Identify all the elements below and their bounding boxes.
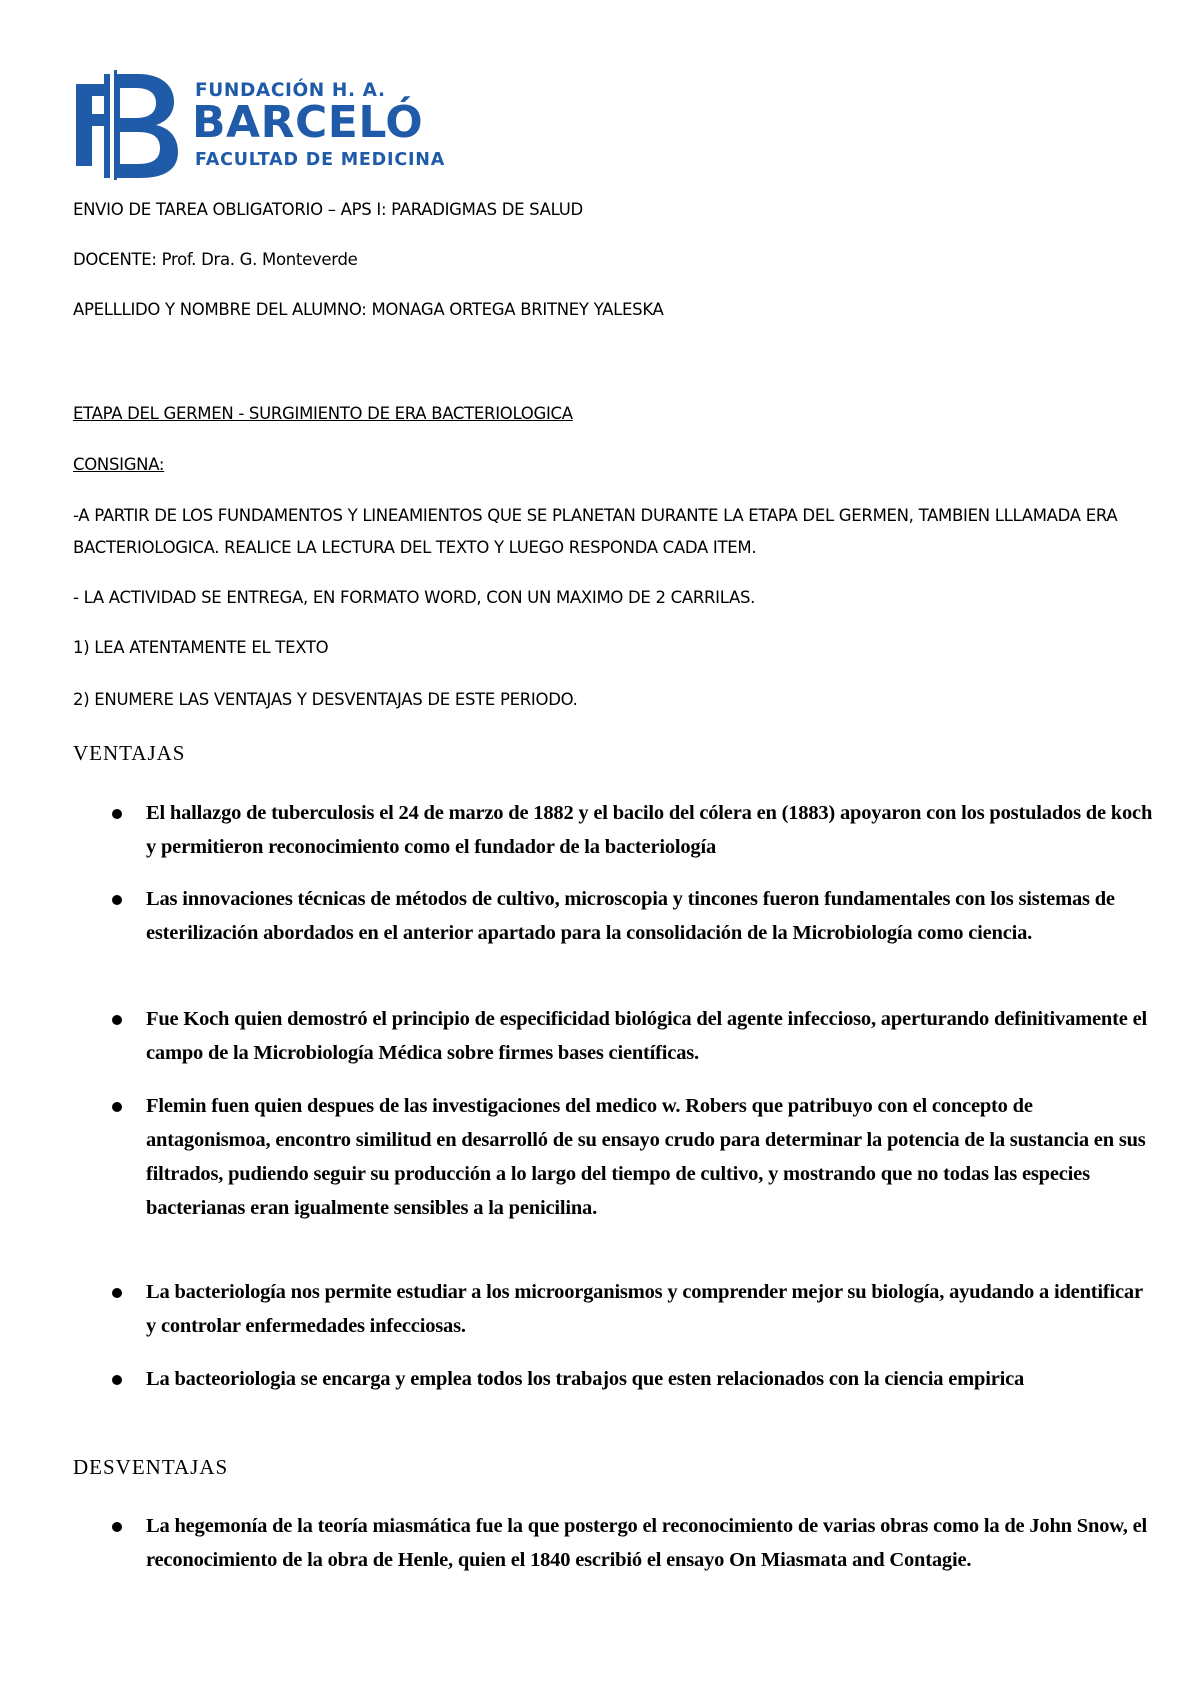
instruction-paragraph: -A PARTIR DE LOS FUNDAMENTOS Y LINEAMIENTOS QUE SE PLANETAN DURANTE LA ETAPA DEL GERMEN, TAMBIEN LLLAMADA ERA BACTERIOLOGICA. REALICE LA LECTURA DEL TEXTO Y LUEGO RESPONDA CADA ITEM. [73, 506, 1118, 557]
ventaja-item: La bacteoriologia se encarga y emplea todos los trabajos que esten relacionados con la ciencia empirica [146, 1368, 1025, 1390]
fundacion-barcelo-logo [70, 70, 495, 180]
instruction-step-2: 2) ENUMERE LAS VENTAJAS Y DESVENTAJAS DE ESTE PERIODO. [73, 690, 578, 709]
instruction-step-1: 1) LEA ATENTAMENTE EL TEXTO [73, 638, 329, 657]
ventajas-heading: VENTAJAS [73, 741, 186, 765]
ventaja-item: Flemin fuen quien despues de las investigaciones del medico w. Robers que patribuyo con el concepto de antagonismoa, encontro similitud en desarrolló de su ensayo crudo para determinar la potencia de la sustancia en sus filtrados, pudiendo seguir su producción a lo largo del tiempo de cultivo, y mostrando que no todas las especies bacterianas eran igualmente sensibles a la penicilina. [146, 1095, 1146, 1219]
logo-foundation-name: FUNDACIÓN H. A. [195, 80, 386, 101]
instruction-format: - LA ACTIVIDAD SE ENTREGA, EN FORMATO WORD, CON UN MAXIMO DE 2 CARRILAS. [73, 588, 756, 607]
ventaja-item: Fue Koch quien demostró el principio de especificidad biológica del agente infeccioso, aperturando definitivamente el campo de la Microbiología Médica sobre firmes bases científicas. [146, 1008, 1147, 1064]
bullet-icon [112, 1522, 122, 1532]
bullet-icon [112, 1375, 122, 1385]
bullet-icon [112, 809, 122, 819]
ventaja-item: El hallazgo de tuberculosis el 24 de marzo de 1882 y el bacilo del cólera en (1883) apoyaron con los postulados de koch y permitieron reconocimiento como el fundador de la bacteriología [146, 802, 1153, 858]
consigna-label: CONSIGNA: [73, 455, 165, 474]
bullet-icon [112, 1015, 122, 1025]
ventaja-item: Las innovaciones técnicas de métodos de cultivo, microscopia y tincones fueron fundamentales con los sistemas de esterilización abordados en el anterior apartado para la consolidación de la Microbiología como ciencia. [146, 888, 1115, 944]
ventaja-item: La bacteriología nos permite estudiar a los microorganismos y comprender mejor su biología, ayudando a identificar y controlar enfermedades infecciosas. [146, 1281, 1143, 1337]
task-title: ENVIO DE TAREA OBLIGATORIO – APS I: PARADIGMAS DE SALUD [73, 200, 583, 219]
desventaja-item: La hegemonía de la teoría miasmática fue la que postergo el reconocimiento de varias obras como la de John Snow, el reconocimiento de la obra de Henle, quien el 1840 escribió el ensayo On Miasmata and Contagie. [146, 1515, 1147, 1571]
logo-barcelo: BARCELÓ [192, 97, 424, 148]
alumno-line: APELLLIDO Y NOMBRE DEL ALUMNO: MONAGA ORTEGA BRITNEY YALESKA [73, 300, 664, 319]
desventajas-heading: DESVENTAJAS [73, 1455, 229, 1479]
bullet-icon [112, 1288, 122, 1298]
bullet-icon [112, 895, 122, 905]
stage-title: ETAPA DEL GERMEN - SURGIMIENTO DE ERA BACTERIOLOGICA [73, 404, 573, 423]
docente-line: DOCENTE: Prof. Dra. G. Monteverde [73, 250, 358, 269]
fb-monogram-icon [70, 70, 180, 180]
bullet-icon [112, 1102, 122, 1112]
logo-faculty: FACULTAD DE MEDICINA [195, 150, 446, 170]
